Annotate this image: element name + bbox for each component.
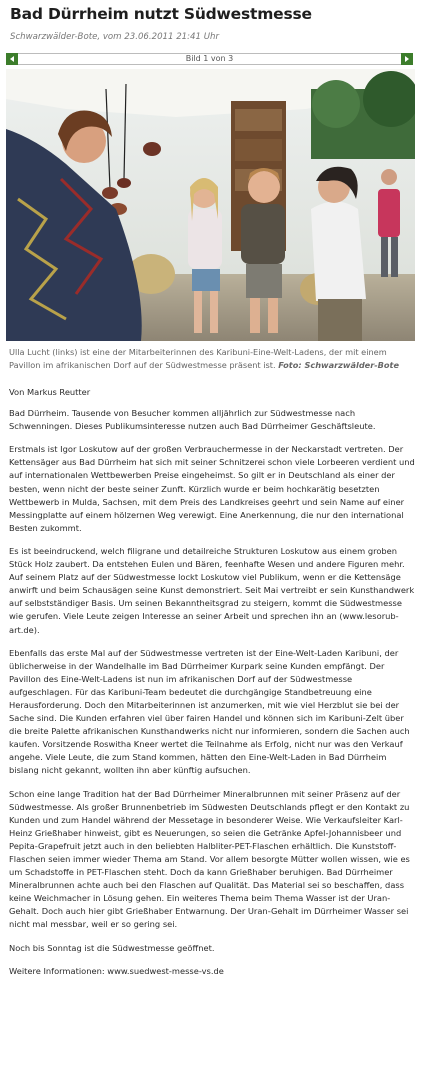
triangle-right-icon: [401, 53, 413, 65]
article-author: Von Markus Reutter: [9, 387, 91, 397]
article-byline: Schwarzwälder-Bote, vom 23.06.2011 21:41 Uhr: [10, 32, 219, 42]
article-paragraph: Erstmals ist Igor Loskutow auf der großen Verbrauchermesse in der Neckarstadt vertreten. Der Kettensäger aus Bad Dürrheim hat sich mit seiner Schnitzerei schon viele Lorbeeren verdient und auf internationalen Wettbewerben Preise eingeheimst. So gilt er in Deutschland als einer der besten, wenn nicht der beste seiner Zunft. Kürzlich wurde er beim hochkarätig besetzten Wettbewerb in Mulda, Sachsen, mit dem Preis des Landkreises geehrt und sein Name auf einer Messingplatte auf einem hölzernen Weg verewigt. Eine Anerkennung, die nur den international Besten zukommt.: [9, 444, 415, 533]
article-photo[interactable]: [6, 69, 415, 341]
more-info-link[interactable]: Weitere Informationen: www.suedwest-messe-vs.de: [9, 965, 224, 976]
gallery-navigation-bar: [6, 53, 413, 65]
photo-credit: Foto: Schwarzwälder-Bote: [278, 360, 399, 370]
article-title: Bad Dürrheim nutzt Südwestmesse: [10, 5, 312, 23]
article-paragraph: Ebenfalls das erste Mal auf der Südwestmesse vertreten ist der Eine-Welt-Laden Karibuni, der üblicherweise in der Wandelhalle im Bad Dürrheimer Kurpark seine Kunden empfängt. Der Pavillon des Eine-Welt-Ladens ist nun im afrikanischen Dorf auf der Südwestmesse aufgeschlagen. Für das Karibuni-Team bedeutet die durchgängige Standbetreuung eine Herausforderung. Doch den Mitarbeiterinnen ist anzumerken, mit wie viel Herzblut sie bei der Sache sind. Die Kunden erfahren viel über fairen Handel und können sich im Karibuni-Zelt über die breite Palette afrikanischen Kunsthandwerks nicht nur informieren, sondern die Sachen auch kaufen. Vorsitzende Roswitha Kneer wertet die Teilnahme als Erfolg, nicht nur was den Verkauf angehe. Viele Leute, die zum Stand kommen, hätten den Eine-Welt-Laden in Bad Dürrheim bislang nicht gekannt, wollten ihn aber künftig aufsuchen.: [9, 647, 410, 776]
gallery-counter: Bild 1 von 3: [185, 54, 234, 63]
article-paragraph: Noch bis Sonntag ist die Südwestmesse geöffnet.: [9, 942, 215, 953]
photo-caption: [9, 346, 415, 372]
photo-caption-text: Ulla Lucht (links) ist eine der Mitarbeiterinnen des Karibuni-Eine-Welt-Ladens, der mit einem Pavillon im afrikanischen Dorf auf der Südwestmesse präsent ist.: [9, 347, 387, 370]
article-paragraph: Es ist beeindruckend, welch filigrane und detailreiche Strukturen Loskutow aus einem groben Stück Holz zaubert. Da entstehen Eulen und Bären, feenhafte Wesen und andere Figuren mehr. Auf seinem Platz auf der Südwestmesse lockt Loskutow viel Publikum, wenn er die Kettensäge anwirft und beim Schausägen seine Kunst demonstriert. Seit Mai vertreibt er sein Kunsthandwerk auf selbstständiger Basis. Um seinen Bekanntheitsgrad zu steigern, kommt die Südwestmesse wie gerufen. Viele Leute zeigen Interesse an seiner Arbeit und sprechen ihn an (www.lesorub-art.de).: [9, 545, 415, 635]
article-body: [9, 386, 415, 978]
gallery-next-button[interactable]: [401, 53, 413, 65]
article-paragraph: Schon eine lange Tradition hat der Bad Dürrheimer Mineralbrunnen mit seiner Präsenz auf der Südwestmesse. Als großer Brunnenbetrieb im Südwesten Deutschlands pflegt er den Kontakt zu Kunden und zum Handel während der Messetage in besonderer Weise. Wie Verkaufsleiter Karl-Heinz Grießhaber hinweist, gibt es Neuerungen, so seien die Getränke Apfel-Johannisbeer und Pepita-Grapefruit jetzt auch in den beliebten Halbliter-PET-Flaschen erhältlich. Die Kunststoff-Flaschen seien immer wieder Thema am Stand. Vor allem besorgte Mütter wollen wissen, wie es um Schadstoffe in PET-Flaschen steht. Doch da kann Grießhaber beruhigen. Bad Dürrheimer Mineralbrunnen achte auch bei den Flaschen auf Qualität. Das Material sei so beschaffen, dass keine Weichmacher in Lösung gehen. Ein weiteres Thema beim Thema Wasser ist der Uran-Gehalt. Doch auch hier gibt Grießhaber Entwarnung. Der Uran-Gehalt im Dürrheimer Wasser sei nicht mal messbar, weil er so gering sei.: [9, 788, 410, 930]
article-paragraph: Bad Dürrheim. Tausende von Besucher kommen alljährlich zur Südwestmesse nach Schwenningen. Dieses Publikumsinteresse nutzen auch Bad Dürrheimer Geschäftsleute.: [9, 408, 376, 432]
